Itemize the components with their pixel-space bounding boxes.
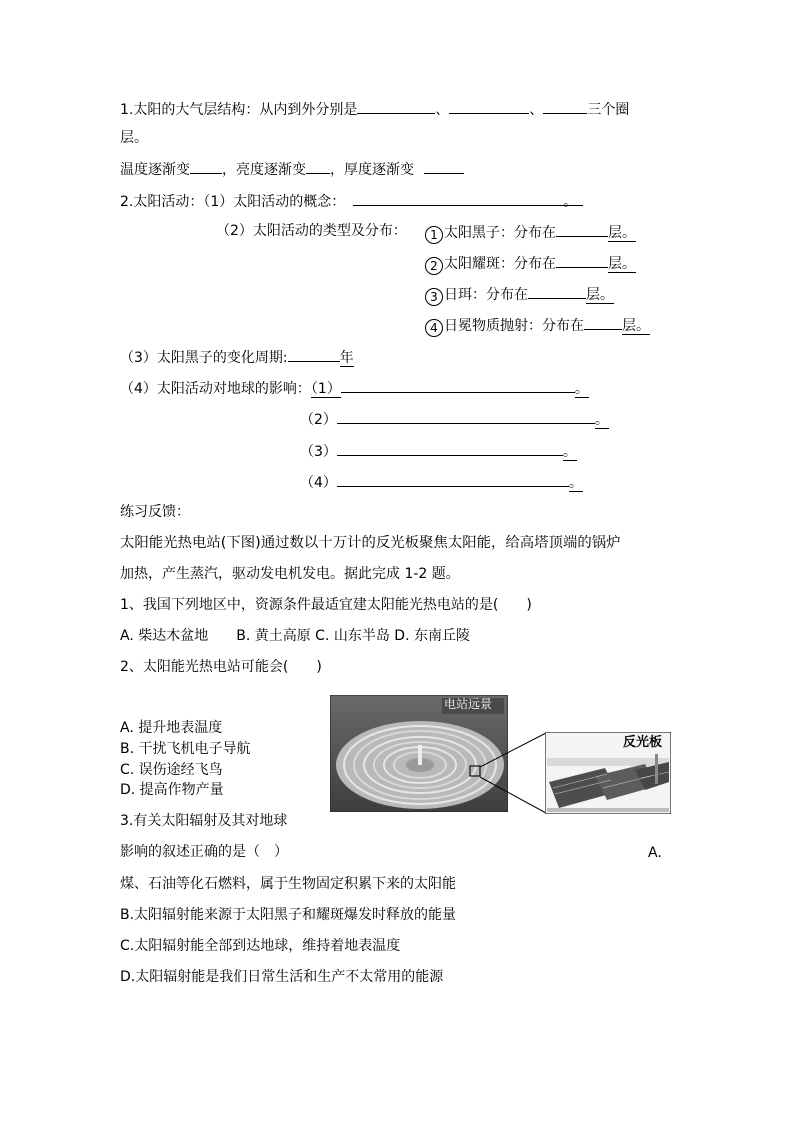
blank[interactable] [288, 346, 340, 362]
question-3: 3.有关太阳辐射及其对地球 [120, 813, 288, 829]
q1-line1: 1.太阳的大气层结构：从内到外分别是 、 、 三个圈 [120, 98, 629, 120]
question-2: 2、太阳能光热电站可能会( ) [120, 659, 322, 675]
q2-title: 2.太阳活动：（1）太阳活动的概念： 。 [120, 190, 577, 212]
q2-sub4: （4）太阳活动对地球的影响：（1） 。 [120, 377, 589, 399]
blank[interactable] [528, 283, 586, 299]
q2-option: A. 提升地表温度 [120, 720, 223, 736]
q3-option-d: D.太阳辐射能是我们日常生活和生产不太常用的能源 [120, 969, 444, 985]
q3-option-a: 煤、石油等化石燃料，属于生物固定积累下来的太阳能 [120, 876, 456, 892]
q2-option: C. 误伤途经飞鸟 [120, 762, 223, 778]
type-row: 4 日冕物质抛射：分布在 层。 [425, 314, 650, 337]
q2-sub3: （3）太阳黑子的变化周期: 年 [120, 346, 354, 368]
type-row: 2 太阳耀斑：分布在 层。 [425, 252, 636, 275]
blank[interactable] [543, 98, 587, 114]
type-row: 3 日珥：分布在 层。 [425, 283, 614, 306]
zoom-connector [480, 730, 550, 820]
reflector-inset [545, 732, 671, 814]
question-1: 1、我国下列地区中，资源条件最适宜建太阳能光热电站的是( ) [120, 597, 532, 613]
type-row: 1 太阳黑子：分布在 层。 [425, 221, 636, 244]
impact-row: （4） 。 [300, 471, 583, 493]
q3-option-a-marker: A. [648, 845, 662, 861]
blank[interactable] [353, 190, 583, 206]
question-3-cont: 影响的叙述正确的是（ ） [120, 844, 288, 860]
q3-option-c: C.太阳辐射能全部到达地球，维持着地表温度 [120, 938, 401, 954]
practice-heading: 练习反馈： [120, 504, 190, 520]
practice-intro: 太阳能光热电站(下图)通过数以十万计的反光板聚焦太阳能，给高塔顶端的锅炉 [120, 535, 621, 551]
impact-row: （3） 。 [300, 440, 577, 462]
practice-intro: 加热，产生蒸汽，驱动发电机发电。据此完成 1-2 题。 [120, 566, 460, 582]
blank[interactable] [584, 314, 622, 330]
blank[interactable] [306, 158, 330, 174]
impact-row: （2） 。 [300, 408, 609, 430]
blank[interactable] [190, 158, 222, 174]
blank[interactable] [556, 221, 608, 237]
blank[interactable] [357, 98, 435, 114]
question-1-options: A. 柴达木盆地 B. 黄土高原 C. 山东半岛 D. 东南丘陵 [120, 628, 470, 644]
photo-label-main: 电站远景 [444, 697, 493, 711]
blank[interactable] [337, 471, 569, 487]
blank[interactable] [424, 158, 464, 174]
photo-label-inset: 反光板 [623, 735, 663, 750]
blank[interactable] [556, 252, 608, 268]
q2-option: B. 干扰飞机电子导航 [120, 741, 251, 757]
q1-line1-cont: 层。 [120, 130, 148, 146]
q2-option: D. 提高作物产量 [120, 782, 224, 798]
blank[interactable] [341, 377, 575, 393]
q1-line2: 温度逐渐变 ，亮度逐渐变 ，厚度逐渐变 [120, 158, 464, 180]
blank[interactable] [337, 408, 595, 424]
blank[interactable] [449, 98, 529, 114]
q2-sub2: （2）太阳活动的类型及分布： [216, 223, 407, 239]
blank[interactable] [337, 440, 563, 456]
q3-option-b: B.太阳辐射能来源于太阳黑子和耀斑爆发时释放的能量 [120, 907, 457, 923]
